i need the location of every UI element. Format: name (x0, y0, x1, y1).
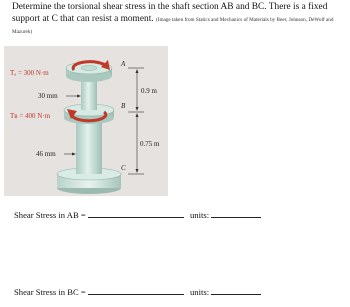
answer-label-ab: Shear Stress in AB = (14, 210, 88, 220)
units-label-bc: units: (190, 287, 210, 297)
shaft-diagram (4, 46, 168, 196)
answer-blank-ab[interactable] (88, 210, 184, 218)
image-source-note: (Image taken from Statics and Mechanics of Materials by Beer, Johnson, DeWolf and Mazurek) (12, 16, 334, 36)
label-c: C (121, 164, 126, 172)
label-d-ab: 30 mm (38, 92, 58, 100)
answer-row-ab (14, 210, 261, 220)
label-ta: Tₐ = 300 N·m (10, 69, 49, 77)
problem-text: Determine the torsional shear stress in the shaft section AB and BC. There is a fixed support at C that can resist a moment. (12, 2, 328, 24)
units-label-ab: units: (190, 210, 210, 220)
label-len-bc: 0.75 m (140, 140, 160, 148)
answer-blank-bc[interactable] (88, 287, 184, 295)
problem-statement (12, 2, 344, 39)
units-blank-bc[interactable] (211, 287, 261, 295)
shaft-figure (4, 46, 168, 196)
answer-row-bc (14, 287, 261, 297)
label-tb: Tʙ = 400 N·m (10, 112, 51, 120)
label-b: B (121, 102, 126, 110)
shaft-a-top (81, 66, 97, 71)
label-a: A (121, 60, 126, 68)
units-blank-ab[interactable] (211, 210, 261, 218)
label-d-bc: 46 mm (36, 150, 56, 158)
answer-label-bc: Shear Stress in BC = (14, 287, 88, 297)
label-len-ab: 0.9 m (141, 87, 157, 95)
shaft-bc (76, 120, 102, 174)
